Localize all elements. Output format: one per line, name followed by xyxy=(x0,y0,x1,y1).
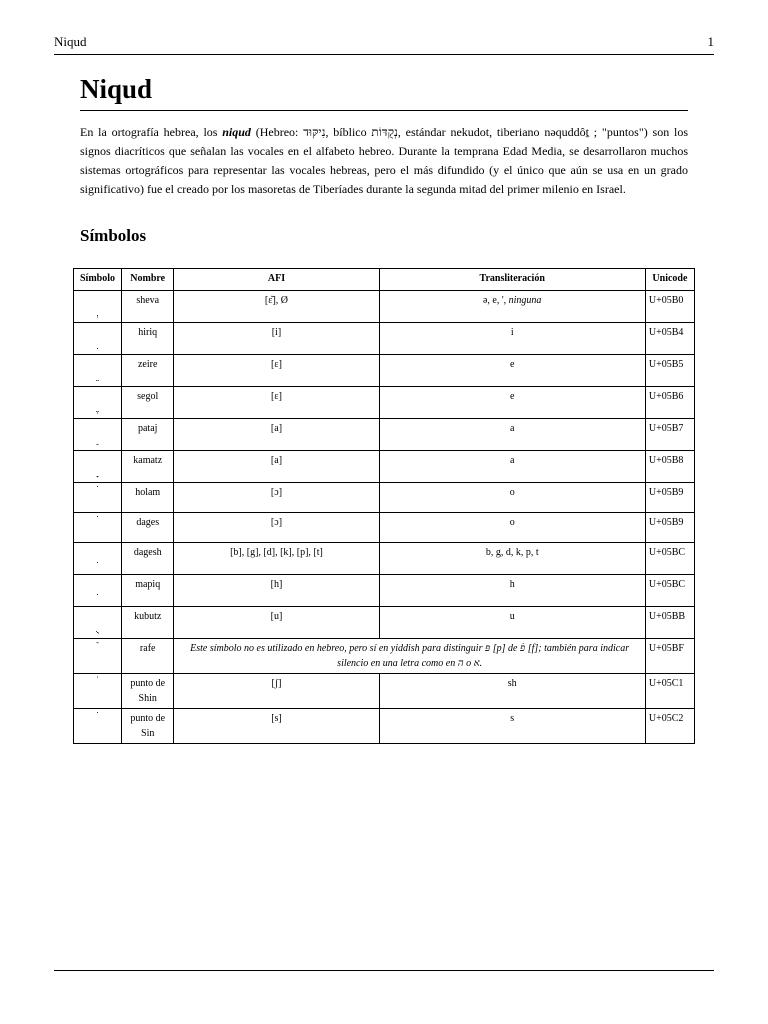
table-row xyxy=(74,387,695,419)
table-row xyxy=(74,575,695,607)
row-name: kamatz xyxy=(122,451,174,483)
col-header-translit: Transliteración xyxy=(379,269,645,291)
row-translit: i xyxy=(379,323,645,355)
row-name: mapiq xyxy=(122,575,174,607)
intro-term: niqud xyxy=(222,125,251,139)
row-name: punto de Shin xyxy=(122,674,174,709)
table-row xyxy=(74,543,695,575)
row-afi: [ɛ] xyxy=(174,387,379,419)
row-name: dages xyxy=(122,513,174,543)
col-header-name: Nombre xyxy=(122,269,174,291)
row-translit: b, g, d, k, p, t xyxy=(379,543,645,575)
row-unicode: U+05B6 xyxy=(645,387,694,419)
row-afi: [ɔ] xyxy=(174,513,379,543)
row-translit: o xyxy=(379,513,645,543)
table-row xyxy=(74,291,695,323)
article-body xyxy=(80,72,688,247)
row-afi: [i] xyxy=(174,323,379,355)
row-translit: a xyxy=(379,451,645,483)
row-unicode: U+05BB xyxy=(645,607,694,639)
col-header-afi: AFI xyxy=(174,269,379,291)
row-afi-note: Este símbolo no es utilizado en hebreo, pero sí en yiddish para distinguir פּ [p] de פֿ [f]; también para indicar silencio en una letra como en ה o א. xyxy=(174,639,645,674)
row-afi: [ɛ̆], Ø xyxy=(174,291,379,323)
row-name: punto de Sin xyxy=(122,709,174,744)
row-name: sheva xyxy=(122,291,174,323)
row-afi: [ɛ] xyxy=(174,355,379,387)
table-row xyxy=(74,639,695,674)
row-afi: [s] xyxy=(174,709,379,744)
row-translit: e xyxy=(379,387,645,419)
row-translit: o xyxy=(379,483,645,513)
row-name: dagesh xyxy=(122,543,174,575)
intro-text-1: En la ortografía hebrea, los xyxy=(80,125,223,139)
table-header-row xyxy=(74,269,695,291)
row-translit: a xyxy=(379,419,645,451)
row-translit: sh xyxy=(379,674,645,709)
intro-text-4: , estándar nekudot, tiberiano nəquddôṯ ; "puntos") son los signos diacríticos que señalan las vocales en el alfabeto hebreo. Durante la temprana Edad Media, se desarrollaron muchos sistemas ortográficos para representar las vocales hebreas, pero el más difundido (y el único que aún se usa en un grado significativo) fue el creado por los masoretas de Tiberíades durante la segunda mitad del primer milenio en Israel. xyxy=(80,125,688,196)
row-unicode: U+05C2 xyxy=(645,709,694,744)
row-unicode: U+05B7 xyxy=(645,419,694,451)
table-row xyxy=(74,355,695,387)
row-name: segol xyxy=(122,387,174,419)
row-unicode: U+05C1 xyxy=(645,674,694,709)
row-unicode: U+05B5 xyxy=(645,355,694,387)
col-header-unicode: Unicode xyxy=(645,269,694,291)
row-unicode: U+05B0 xyxy=(645,291,694,323)
row-afi: [a] xyxy=(174,451,379,483)
table-row xyxy=(74,451,695,483)
row-name: hiriq xyxy=(122,323,174,355)
row-unicode: U+05BC xyxy=(645,543,694,575)
intro-hebrew-2: נְקֻדּוֹת xyxy=(371,125,398,139)
row-afi: [ʃ] xyxy=(174,674,379,709)
row-unicode: U+05BC xyxy=(645,575,694,607)
row-name: pataj xyxy=(122,419,174,451)
section-heading: Símbolos xyxy=(80,226,147,245)
row-name: zeire xyxy=(122,355,174,387)
row-name: kubutz xyxy=(122,607,174,639)
row-afi: [h] xyxy=(174,575,379,607)
footer-rule xyxy=(54,970,714,971)
row-translit: s xyxy=(379,709,645,744)
table-row xyxy=(74,513,695,543)
row-translit xyxy=(379,291,645,323)
header-rule xyxy=(54,54,714,55)
intro-hebrew-1: נִיקּוּד xyxy=(303,125,326,139)
row-unicode: U+05BF xyxy=(645,639,694,674)
row-translit: e xyxy=(379,355,645,387)
table-row xyxy=(74,709,695,744)
header-title: Niqud xyxy=(54,34,87,49)
row-afi: [ɔ] xyxy=(174,483,379,513)
row-translit-text: ə, e, ', xyxy=(482,295,509,306)
table-row xyxy=(74,419,695,451)
row-unicode: U+05B4 xyxy=(645,323,694,355)
running-header xyxy=(54,34,714,54)
page-title: Niqud xyxy=(80,72,688,111)
intro-text-3: , bíblico xyxy=(325,125,372,139)
table-row xyxy=(74,483,695,513)
row-unicode: U+05B9 xyxy=(645,483,694,513)
row-afi: [a] xyxy=(174,419,379,451)
table-row xyxy=(74,607,695,639)
table-row xyxy=(74,323,695,355)
symbols-table xyxy=(73,268,695,744)
row-translit: u xyxy=(379,607,645,639)
row-name: rafe xyxy=(122,639,174,674)
row-translit-note: ninguna xyxy=(508,295,542,306)
row-unicode: U+05B8 xyxy=(645,451,694,483)
row-name: holam xyxy=(122,483,174,513)
row-unicode: U+05B9 xyxy=(645,513,694,543)
table-row xyxy=(74,674,695,709)
row-translit: h xyxy=(379,575,645,607)
row-afi: [b], [g], [d], [k], [p], [t] xyxy=(174,543,379,575)
intro-paragraph xyxy=(80,123,688,199)
page-number: 1 xyxy=(707,34,714,49)
row-afi: [u] xyxy=(174,607,379,639)
col-header-symbol: Símbolo xyxy=(74,269,122,291)
intro-text-2: (Hebreo: xyxy=(250,125,304,139)
